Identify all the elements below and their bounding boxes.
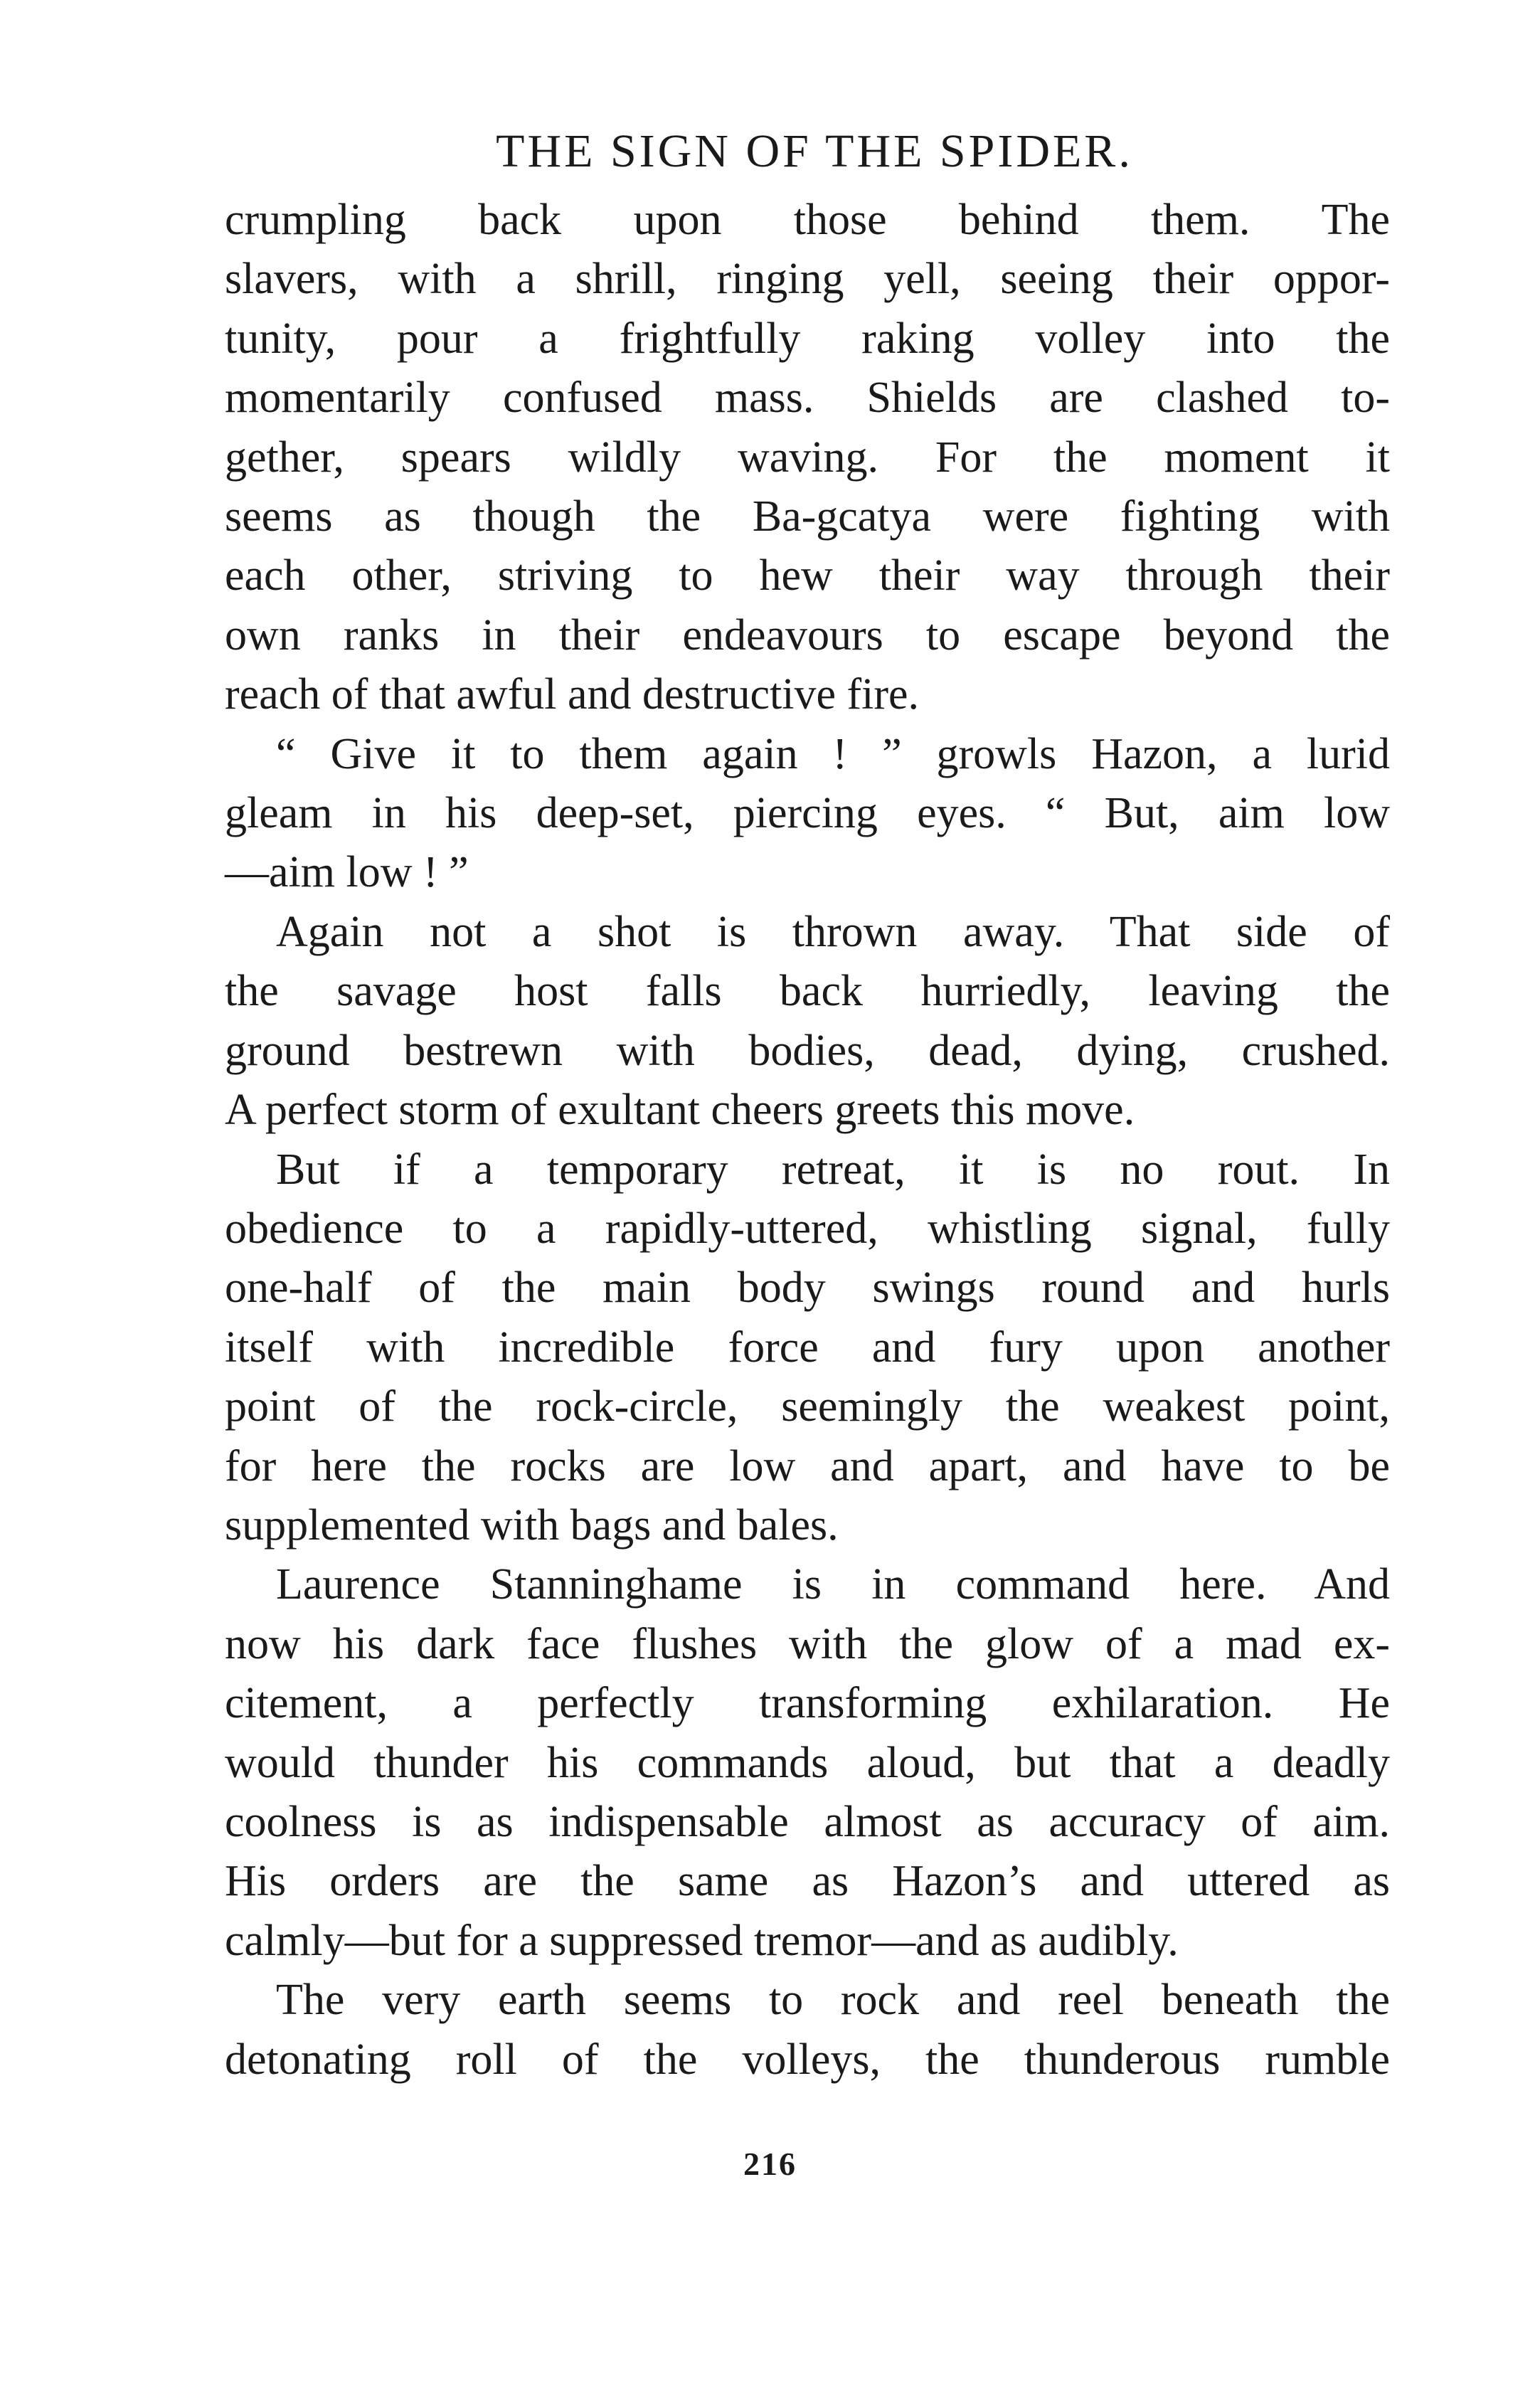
text-line: gether, spears wildly waving. For the moment it: [225, 433, 1390, 482]
text-line: citement, a perfectly transforming exhilaration. He: [225, 1679, 1390, 1728]
text-line: crumpling back upon those behind them. The: [225, 196, 1390, 244]
paragraph: [225, 725, 1390, 903]
text-line: the savage host falls back hurriedly, leaving the: [225, 967, 1390, 1016]
text-line: would thunder his commands aloud, but that a deadly: [225, 1738, 1390, 1787]
paragraph: [225, 1140, 1390, 1556]
text-line: detonating roll of the volleys, the thunderous rumble: [225, 2035, 1390, 2084]
text-line: point of the rock-circle, seemingly the weakest point,: [225, 1382, 1390, 1431]
text-line: A perfect storm of exultant cheers greets this move.: [225, 1086, 1135, 1135]
text-line: ground bestrewn with bodies, dead, dying, crushed.: [225, 1026, 1390, 1075]
text-line: tunity, pour a frightfully raking volley into the: [225, 314, 1390, 363]
text-line: calmly—but for a suppressed tremor—and as audibly.: [225, 1916, 1179, 1965]
text-line: His orders are the same as Hazon’s and uttered as: [225, 1857, 1390, 1906]
body-text: [225, 191, 1390, 2089]
text-line: coolness is as indispensable almost as accuracy of aim.: [225, 1797, 1390, 1846]
text-line: seems as though the Ba-gcatya were fighting with: [225, 492, 1390, 541]
text-line: Again not a shot is thrown away. That side of: [276, 907, 1390, 956]
text-line: gleam in his deep-set, piercing eyes. “ But, aim low: [225, 789, 1390, 838]
text-line: for here the rocks are low and apart, and have to be: [225, 1441, 1390, 1490]
text-line: —aim low ! ”: [225, 848, 469, 897]
text-line: momentarily confused mass. Shields are clashed to-: [225, 374, 1390, 423]
paragraph: [225, 191, 1390, 725]
text-line: now his dark face flushes with the glow of a mad ex-: [225, 1619, 1390, 1668]
paragraph: [225, 1555, 1390, 1971]
text-line: obedience to a rapidly-uttered, whistling signal, fully: [225, 1204, 1390, 1253]
page-number: 216: [743, 2146, 797, 2182]
text-line: each other, striving to hew their way through their: [225, 551, 1390, 600]
book-page: [225, 120, 1390, 2089]
text-line: “ Give it to them again ! ” growls Hazon, a lurid: [276, 729, 1390, 778]
paragraph: [225, 1971, 1390, 2089]
text-line: one-half of the main body swings round and hurls: [225, 1264, 1390, 1313]
text-line: Laurence Stanninghame is in command here. And: [276, 1560, 1390, 1609]
text-line: reach of that awful and destructive fire.: [225, 670, 920, 719]
text-line: slavers, with a shrill, ringing yell, seeing their oppor-: [225, 255, 1390, 304]
running-head: THE SIGN OF THE SPIDER.: [496, 125, 1133, 177]
text-line: itself with incredible force and fury upon another: [225, 1323, 1390, 1372]
text-line: The very earth seems to rock and reel beneath the: [276, 1976, 1390, 2025]
text-line: own ranks in their endeavours to escape beyond the: [225, 610, 1390, 660]
text-line: But if a temporary retreat, it is no rout. In: [276, 1145, 1390, 1194]
paragraph: [225, 903, 1390, 1140]
text-line: supplemented with bags and bales.: [225, 1500, 839, 1550]
